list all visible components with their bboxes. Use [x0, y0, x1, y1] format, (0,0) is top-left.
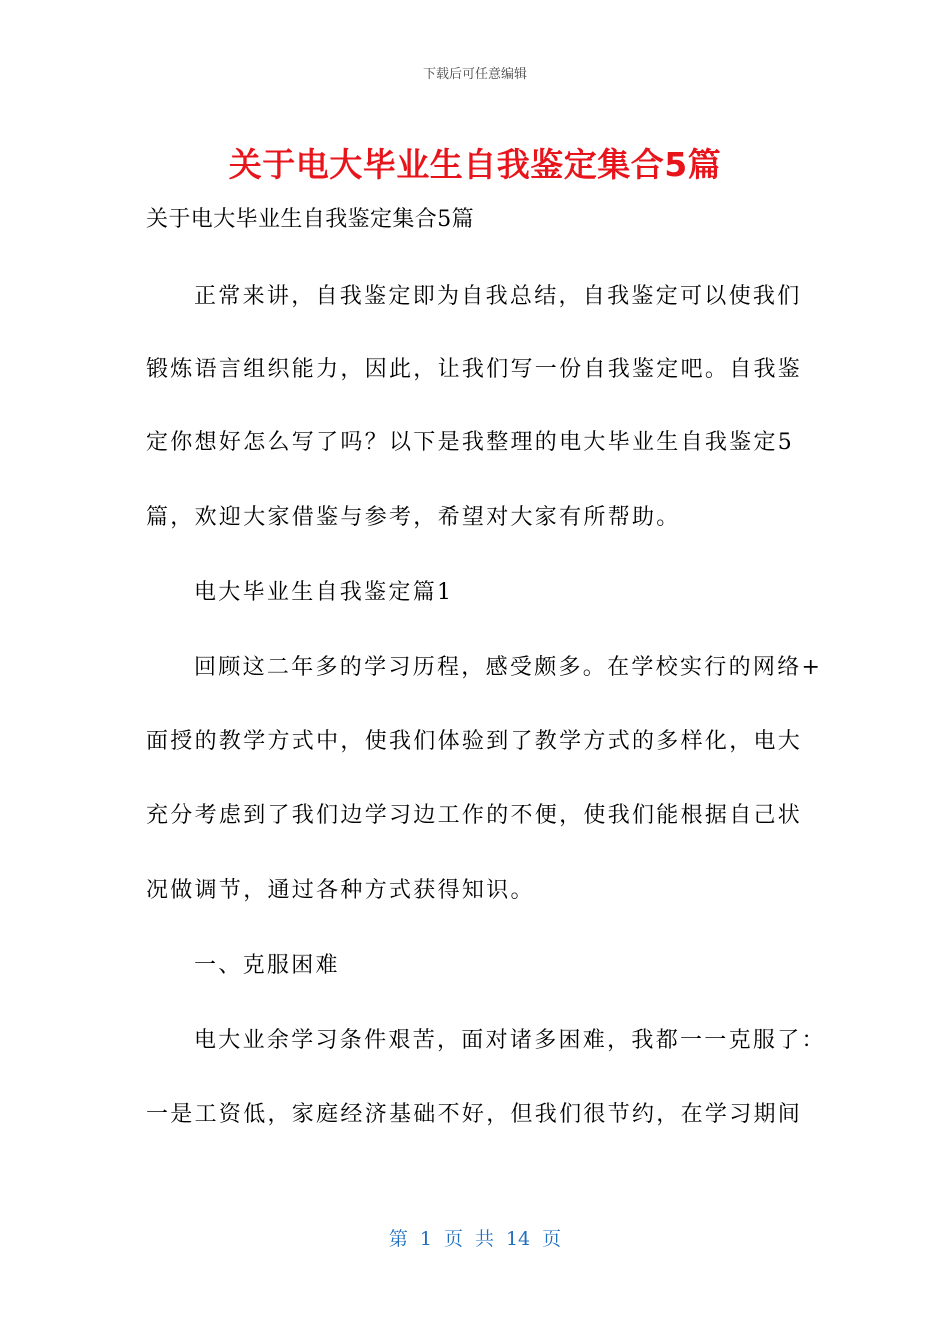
page-header-note: 下载后可任意编辑	[422, 67, 527, 82]
body-line: 定你想好怎么写了吗？以下是我整理的电大毕业生自我鉴定5	[146, 430, 795, 455]
footer-total-pages: 14	[505, 1228, 531, 1250]
body-line: 一是工资低，家庭经济基础不好，但我们很节约，在学习期间	[146, 1102, 803, 1127]
subsection-heading: 一、克服困难	[194, 953, 340, 978]
page-footer	[0, 1225, 950, 1253]
footer-prefix: 第	[388, 1228, 408, 1250]
body-line: 锻炼语言组织能力，因此，让我们写一份自我鉴定吧。自我鉴	[146, 357, 803, 382]
body-line: 正常来讲，自我鉴定即为自我总结，自我鉴定可以使我们	[194, 284, 802, 309]
section-heading: 电大毕业生自我鉴定篇1	[194, 580, 454, 605]
body-line: 回顾这二年多的学习历程，感受颇多。在学校实行的网络+	[194, 655, 823, 680]
document-subtitle: 关于电大毕业生自我鉴定集合5篇	[146, 207, 474, 232]
body-line: 电大业余学习条件艰苦，面对诸多困难，我都一一克服了：	[194, 1028, 826, 1053]
footer-page-number: 1	[419, 1228, 432, 1250]
body-line: 况做调节，通过各种方式获得知识。	[146, 878, 535, 903]
body-line: 面授的教学方式中，使我们体验到了教学方式的多样化，电大	[146, 729, 803, 754]
body-line: 充分考虑到了我们边学习边工作的不便，使我们能根据自己状	[146, 803, 803, 828]
footer-page-label: 页	[443, 1228, 463, 1250]
document-title: 关于电大毕业生自我鉴定集合5篇	[228, 145, 722, 184]
footer-suffix: 页	[542, 1228, 562, 1250]
body-line: 篇，欢迎大家借鉴与参考，希望对大家有所帮助。	[146, 505, 681, 530]
footer-total-prefix: 共	[474, 1228, 494, 1250]
